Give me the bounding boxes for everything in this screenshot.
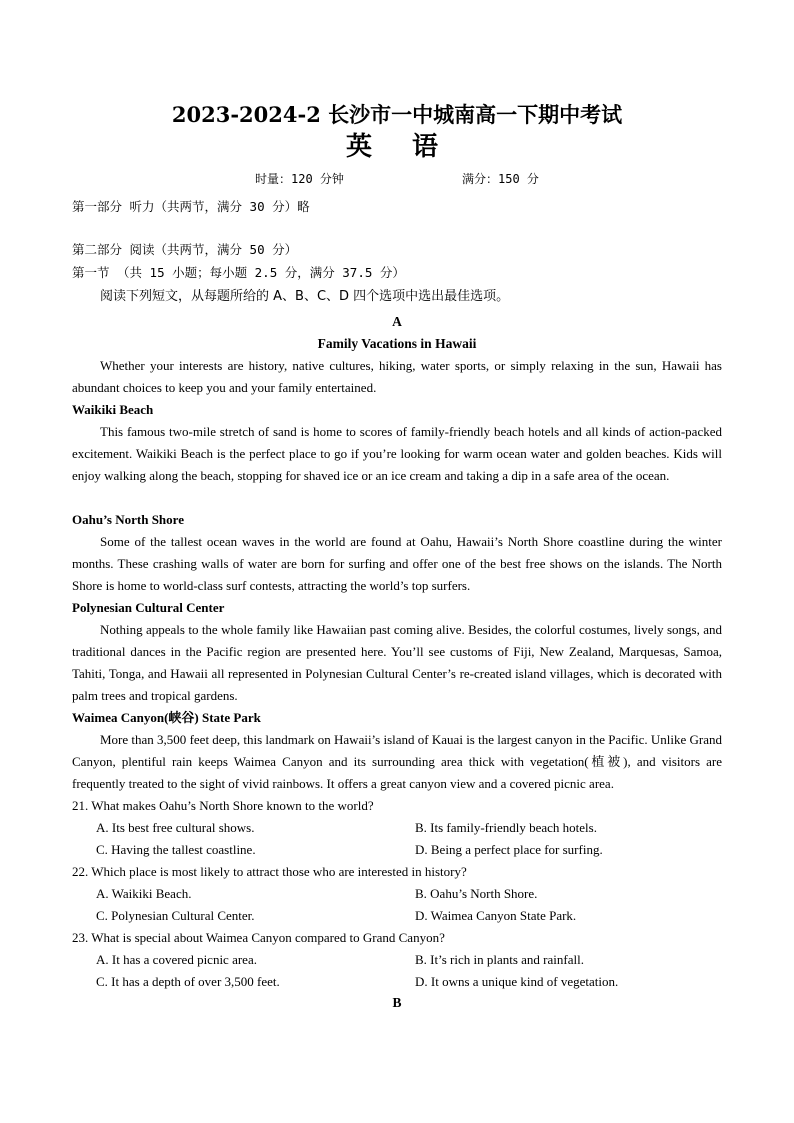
intro-paragraph: Whether your interests are history, native cultures, hiking, water sports, or simply relaxing in the sun, Hawaii has abundant choices to keep you and your family entertained. bbox=[72, 358, 722, 395]
part-two-reading: 第二部分 阅读（共两节，满分 50 分） bbox=[72, 242, 298, 257]
instruction-text: 阅读下列短文，从每题所给的 A、B、C、D 四个选项中选出最佳选项。 bbox=[100, 289, 510, 304]
exam-duration: 时量：120 分钟 bbox=[255, 172, 344, 186]
question-22-option-a: A. Waikiki Beach. bbox=[96, 886, 192, 901]
heading-polynesian-center: Polynesian Cultural Center bbox=[72, 600, 225, 615]
paragraph-polynesian-center bbox=[72, 619, 722, 707]
question-22-option-c: C. Polynesian Cultural Center. bbox=[96, 908, 255, 923]
question-21-option-c: C. Having the tallest coastline. bbox=[96, 842, 256, 857]
section-one-info: 第一节 （共 15 小题；每小题 2.5 分，满分 37.5 分） bbox=[72, 265, 405, 280]
question-22-stem: 22. Which place is most likely to attract those who are interested in history? bbox=[72, 864, 467, 879]
paragraph-text: Some of the tallest ocean waves in the world are found at Oahu, Hawaii’s North Shore coastline during the winter months. These crashing walls of water are born for surfing and offer one of the best free shows on the islands. The North Shore is home to world-class surf contests, attracting the world’s top surfers. bbox=[72, 534, 722, 593]
subject-title: 英语 bbox=[345, 132, 478, 162]
question-21-stem: 21. What makes Oahu’s North Shore known to the world? bbox=[72, 798, 374, 813]
paragraph-waimea-canyon bbox=[72, 729, 722, 795]
question-21-option-b: B. Its family-friendly beach hotels. bbox=[415, 820, 597, 835]
question-21-option-a: A. Its best free cultural shows. bbox=[96, 820, 255, 835]
passage-a-title: Family Vacations in Hawaii bbox=[317, 336, 477, 351]
paragraph-north-shore bbox=[72, 531, 722, 597]
exam-title: 2023-2024-2 长沙市一中城南高一下期中考试 bbox=[171, 102, 623, 127]
part-one-listening: 第一部分 听力（共两节，满分 30 分）略 bbox=[72, 199, 310, 214]
question-23-option-a: A. It has a covered picnic area. bbox=[96, 952, 257, 967]
exam-total-score: 满分：150 分 bbox=[462, 172, 539, 186]
question-23-option-c: C. It has a depth of over 3,500 feet. bbox=[96, 974, 280, 989]
question-21-option-d: D. Being a perfect place for surfing. bbox=[415, 842, 603, 857]
heading-waimea-canyon: Waimea Canyon(峡谷) State Park bbox=[72, 710, 261, 725]
paragraph-text: Nothing appeals to the whole family like Hawaiian past coming alive. Besides, the colorful costumes, lively songs, and traditional dances in the Pacific region are presented here. You’ll see customs of Fiji, New Zealand, Marquesas, Samoa, Tahiti, Tonga, and Hawaii all represented in Polynesian Cultural Center’s re-created island villages, which is decorated with palm trees and tropical gardens. bbox=[72, 622, 722, 703]
question-23-option-b: B. It’s rich in plants and rainfall. bbox=[415, 952, 584, 967]
paragraph-waikiki-beach bbox=[72, 421, 722, 487]
passage-intro bbox=[72, 355, 722, 399]
heading-waikiki-beach: Waikiki Beach bbox=[72, 402, 154, 417]
passage-a-label: A bbox=[392, 314, 402, 329]
paragraph-text: This famous two-mile stretch of sand is home to scores of family-friendly beach hotels and all kinds of action-packed excitement. Waikiki Beach is the perfect place to go if you’re looking for warm ocean water and golden beaches. Kids will enjoy walking along the beach, stopping for shaved ice or an ice cream and taking a dip in a safe area of the ocean. bbox=[72, 424, 722, 483]
paragraph-text: More than 3,500 feet deep, this landmark on Hawaii’s island of Kauai is the largest canyon in the Pacific. Unlike Grand Canyon, plentiful rain keeps Waimea Canyon and its surrounding area thick with vegetation(植被), and visitors are frequently treated to the sight of vivid rainbows. It offers a great canyon view and a covered picnic area. bbox=[72, 732, 722, 791]
passage-b-label: B bbox=[392, 995, 402, 1010]
question-22-option-b: B. Oahu’s North Shore. bbox=[415, 886, 538, 901]
heading-north-shore: Oahu’s North Shore bbox=[72, 512, 184, 527]
question-23-stem: 23. What is special about Waimea Canyon compared to Grand Canyon? bbox=[72, 930, 445, 945]
question-23-option-d: D. It owns a unique kind of vegetation. bbox=[415, 974, 619, 989]
question-22-option-d: D. Waimea Canyon State Park. bbox=[415, 908, 577, 923]
